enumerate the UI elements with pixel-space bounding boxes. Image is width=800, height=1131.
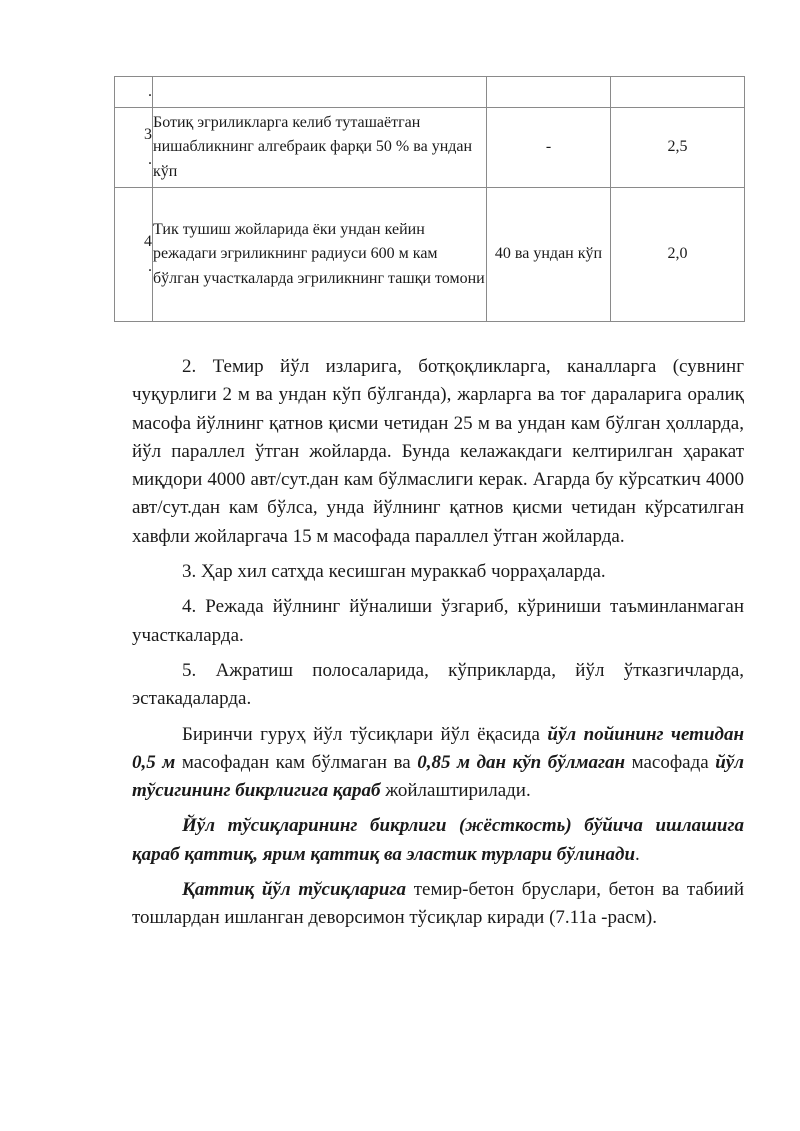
paragraph-5: 5. Ажратиш полосаларида, кўприкларда, йўл ўтказгичларда, эстакадаларда. xyxy=(132,659,744,710)
emphasis: йўл пойининг четидан 0,5 м xyxy=(132,723,744,773)
emphasis: 0,85 м дан кўп бўлмаган xyxy=(417,751,626,773)
row-description: Ботиқ эгриликларга келиб туташаётган нишабликнинг алгебраик фарқи 50 % ва ундан кўп xyxy=(153,108,487,188)
emphasis: Йўл тўсиқларининг бикрлиги (жёсткость) бўйича ишлашига қараб қаттиқ, ярим қаттиқ ва эластик турлари бўлинади xyxy=(132,815,744,865)
row-number: . xyxy=(115,77,153,108)
paragraph-rigid-barriers: Қаттиқ йўл тўсиқларига темир-бетон бруслари, бетон ва табиий тошлардан ишланган деворсимон тўсиқлар киради (7.11а -расм). xyxy=(132,879,744,929)
body-text xyxy=(132,353,744,940)
paragraph-2: 2. Темир йўл изларига, ботқоқликларга, каналларга (сувнинг чуқурлиги 2 м ва ундан кўп бўлганда), жарларга ва тоғ дараларига оралиқ масофа йўлнинг қатнов қисми четидан 25 м ва ундан кам бўлган ҳолларда, йўл параллел ўтган жойларда. Бунда келажакдаги келтирилган ҳаракат миқдори 4000 авт/сут.дан кам бўлмаслиги керак. Агарда бу кўрсаткич 4000 авт/сут.дан кам бўлса, унда йўлнинг қатнов қисми четидан кўрсатилган хавфли жойларгача 15 м масофада параллел ўтган жойларда. xyxy=(132,356,744,547)
row-value-1: - xyxy=(487,108,611,188)
table-row xyxy=(115,188,745,322)
paragraph-3: 3. Ҳар хил сатҳда кесишган мураккаб чорраҳаларда. xyxy=(182,561,606,583)
row-number: 4 . xyxy=(115,188,153,322)
emphasis: Қаттиқ йўл тўсиқларига xyxy=(182,879,407,901)
row-value-2: 2,0 xyxy=(611,188,745,322)
row-description: Тик тушиш жойларида ёки ундан кейин режадаги эгриликнинг радиуси 600 м кам бўлган участкаларда эгриликнинг ташқи томони xyxy=(153,188,487,322)
emphasis: йўл тўсигининг бикрлигига қараб xyxy=(132,751,744,802)
row-number: 3 . xyxy=(115,108,153,188)
row-description xyxy=(153,77,487,108)
row-value-2 xyxy=(611,77,745,108)
row-value-2: 2,5 xyxy=(611,108,745,188)
table-row xyxy=(115,77,745,108)
norms-table xyxy=(114,76,745,322)
paragraph-rigidity: Йўл тўсиқларининг бикрлиги (жёсткость) бўйича ишлашига қараб қаттиқ, ярим қаттиқ ва эластик турлари бўлинади. xyxy=(132,815,744,865)
paragraph-first-group: Биринчи гуруҳ йўл тўсиқлари йўл ёқасида йўл пойининг четидан 0,5 м масофадан кам бўлмаган ва 0,85 м дан кўп бўлмаган масофада йўл тўсигининг бикрлигига қараб жойлаштирилади. xyxy=(132,723,744,802)
table-row xyxy=(115,108,745,188)
paragraph-4: 4. Режада йўлнинг йўналиши ўзгариб, кўриниши таъминланмаган участкаларда. xyxy=(132,596,744,646)
row-value-1: 40 ва ундан кўп xyxy=(487,188,611,322)
row-value-1 xyxy=(487,77,611,108)
